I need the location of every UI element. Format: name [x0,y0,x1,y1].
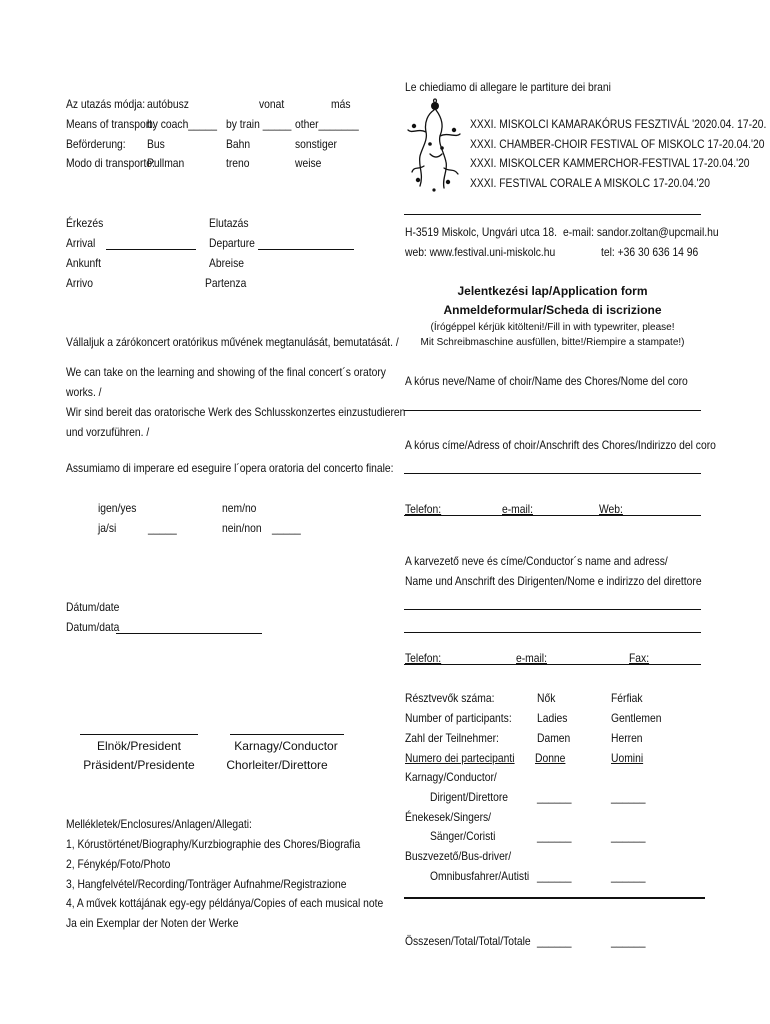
transport-label-it: Modo di transporto: [66,156,155,170]
participants-label-en: Number of participants: [405,711,512,725]
conductor-details-label-1: A karvezető neve és címe/Conductor´s name and adress/ [405,554,668,568]
participants-col-men-it: Uomini [611,751,644,765]
transport-option-other-hu: más [331,97,351,111]
conductor-contact-input-line[interactable] [404,664,701,665]
president-label-2: Präsident/Presidente [83,758,195,772]
conductor-details-input-line-2[interactable] [404,632,701,633]
festival-title-de: XXXI. MISKOLCER KAMMERCHOR-FESTIVAL 17-20.04.'20 [470,156,750,170]
participants-col-women-hu: Nők [537,691,556,705]
declaration-text-en-2: works. / [66,385,102,399]
departure-label-hu: Elutazás [209,216,249,230]
choir-phone-label: Telefon: [405,502,442,516]
transport-option-coach-it: Pullman [147,156,185,170]
conductor-details-label-2: Name und Anschrift des Dirigenten/Nome e indirizzo del direttore [405,574,702,588]
conductor-men-blank[interactable]: ______ [611,790,646,804]
festival-phone: tel: +36 30 636 14 96 [601,245,699,259]
driver-men-blank[interactable]: ______ [611,869,646,883]
choir-contact-input-line[interactable] [404,515,701,516]
arrival-label-en: Arrival [66,236,96,250]
date-label-2: Datum/data [66,620,120,634]
conductor-email-label: e-mail: [516,651,547,665]
singers-row-label-2: Sänger/Coristi [430,829,496,843]
transport-option-train-en[interactable]: by train _____ [226,117,292,131]
transport-option-coach-hu: autóbusz [147,97,189,111]
choir-email-label: e-mail: [502,502,533,516]
declaration-text-hu: Vállaljuk a zárókoncert oratórikus művének megtanulását, bemutatását. / [66,335,399,349]
participants-label-de: Zahl der Teilnehmer: [405,731,499,745]
participants-col-women-it: Donne [535,751,566,765]
transport-option-train-it: treno [226,156,250,170]
total-row-label: Összesen/Total/Total/Totale [405,934,531,948]
departure-input-line[interactable] [258,249,354,250]
enclosure-item: 3, Hangfelvétel/Recording/Tonträger Aufnahme/Registrazione [66,877,347,891]
festival-email[interactable]: e-mail: sandor.zoltan@upcmail.hu [563,225,719,239]
form-note-2: Mit Schreibmaschine ausfüllen, bitte!/Riempire a stampate!) [420,337,685,348]
total-divider [404,897,705,899]
attach-scores-note: Le chiediamo di allegare le partiture dei brani [405,80,611,94]
transport-option-coach-de: Bus [147,137,165,151]
enclosure-item: 2, Fénykép/Foto/Photo [66,857,171,871]
president-label-1: Elnök/President [96,739,182,753]
singers-row-label-1: Énekesek/Singers/ [405,810,492,824]
transport-option-train-de: Bahn [226,137,251,151]
participants-col-men-hu: Férfiak [611,691,643,705]
festival-title-it: XXXI. FESTIVAL CORALE A MISKOLC 17-20.04.'20 [470,176,711,190]
conductor-women-blank[interactable]: ______ [537,790,572,804]
transport-option-other-it: weise [295,156,322,170]
participants-col-men-en: Gentlemen [611,711,662,725]
transport-option-other-en[interactable]: other_______ [295,117,359,131]
choir-web-label: Web: [599,502,623,516]
singers-men-blank[interactable]: ______ [611,829,646,843]
total-women-blank[interactable]: ______ [537,934,572,948]
transport-label-de: Beförderung: [66,137,126,151]
enclosure-item: 4, A művek kottájának egy-egy példánya/Copies of each musical note [66,896,384,910]
conductor-signature-line[interactable] [230,734,344,735]
choir-name-label: A kórus neve/Name of choir/Name des Chores/Nome del coro [405,374,688,388]
conductor-label-2: Chorleiter/Direttore [226,758,328,772]
conductor-label-1: Karnagy/Conductor [234,739,338,753]
festival-address: H-3519 Miskolc, Ungvári utca 18. [405,225,558,239]
declaration-text-de-2: und vorzuführen. / [66,425,150,439]
conductor-fax-label: Fax: [629,651,650,665]
arrival-label-de: Ankunft [66,256,102,270]
form-title-1: Jelentkezési lap/Application form [457,284,648,298]
driver-row-label-1: Buszvezető/Bus-driver/ [405,849,512,863]
conductor-phone-label: Telefon: [405,651,442,665]
declaration-text-de-1: Wir sind bereit das oratorische Werk des Schlusskonzertes einzustudieren [66,405,406,419]
festival-title-en: XXXI. CHAMBER-CHOIR FESTIVAL OF MISKOLC 17-20.04.'20 [470,137,765,151]
header-divider [404,214,701,215]
participants-label-it: Numero dei partecipanti [405,751,515,765]
transport-option-coach-en[interactable]: by coach_____ [147,117,218,131]
conductor-row-label-1: Karnagy/Conductor/ [405,770,497,784]
conductor-row-label-2: Dirigent/Direttore [430,790,509,804]
transport-option-train-hu: vonat [259,97,285,111]
date-input-line[interactable] [116,633,262,634]
enclosure-item: Ja ein Exemplar der Noten der Werke [66,916,239,930]
participants-label-hu: Résztvevők száma: [405,691,495,705]
no-label-2: nein/non [222,521,262,535]
president-signature-line[interactable] [80,734,198,735]
choir-address-input-line[interactable] [404,473,701,474]
enclosures-heading: Mellékletek/Enclosures/Anlagen/Allegati: [66,817,252,831]
participants-col-women-en: Ladies [537,711,568,725]
departure-label-de: Abreise [209,256,244,270]
transport-label-en: Means of transport: [66,117,155,131]
arrival-input-line[interactable] [106,249,196,250]
transport-option-other-de: sonstiger [295,137,337,151]
festival-title-hu: XXXI. MISKOLCI KAMARAKÓRUS FESZTIVÁL '2020.04. 17-20. [470,117,767,131]
departure-label-en: Departure [209,236,255,250]
arrival-label-hu: Érkezés [66,216,104,230]
festival-web[interactable]: web: www.festival.uni-miskolc.hu [405,245,556,259]
arrival-label-it: Arrivo [66,276,93,290]
participants-col-men-de: Herren [611,731,643,745]
driver-women-blank[interactable]: ______ [537,869,572,883]
date-label-1: Dátum/date [66,600,120,614]
participants-col-women-de: Damen [537,731,571,745]
choir-name-input-line[interactable] [404,410,701,411]
festival-logo-icon [404,96,464,194]
declaration-text-it: Assumiamo di imperare ed eseguire l´opera oratoria del concerto finale: [66,461,394,475]
form-title-2: Anmeldeformular/Scheda di iscrizione [443,303,662,317]
driver-row-label-2: Omnibusfahrer/Autisti [430,869,530,883]
no-label-1: nem/no [222,501,257,515]
transport-label-hu: Az utazás módja: [66,97,146,111]
declaration-text-en-1: We can take on the learning and showing of the final concert´s oratory [66,365,386,379]
form-note-1: (Írógéppel kérjük kitölteni!/Fill in with typewriter, please! [430,322,675,333]
no-blank[interactable]: _____ [272,521,301,535]
enclosure-item: 1, Kórustörténet/Biography/Kurzbiographie des Chores/Biografia [66,837,361,851]
yes-blank[interactable]: _____ [148,521,177,535]
total-men-blank[interactable]: ______ [611,934,646,948]
singers-women-blank[interactable]: ______ [537,829,572,843]
yes-label-2: ja/si [98,521,117,535]
choir-address-label: A kórus címe/Adress of choir/Anschrift des Chores/Indirizzo del coro [405,438,716,452]
yes-label-1: igen/yes [98,501,137,515]
conductor-details-input-line-1[interactable] [404,609,701,610]
departure-label-it: Partenza [205,276,247,290]
